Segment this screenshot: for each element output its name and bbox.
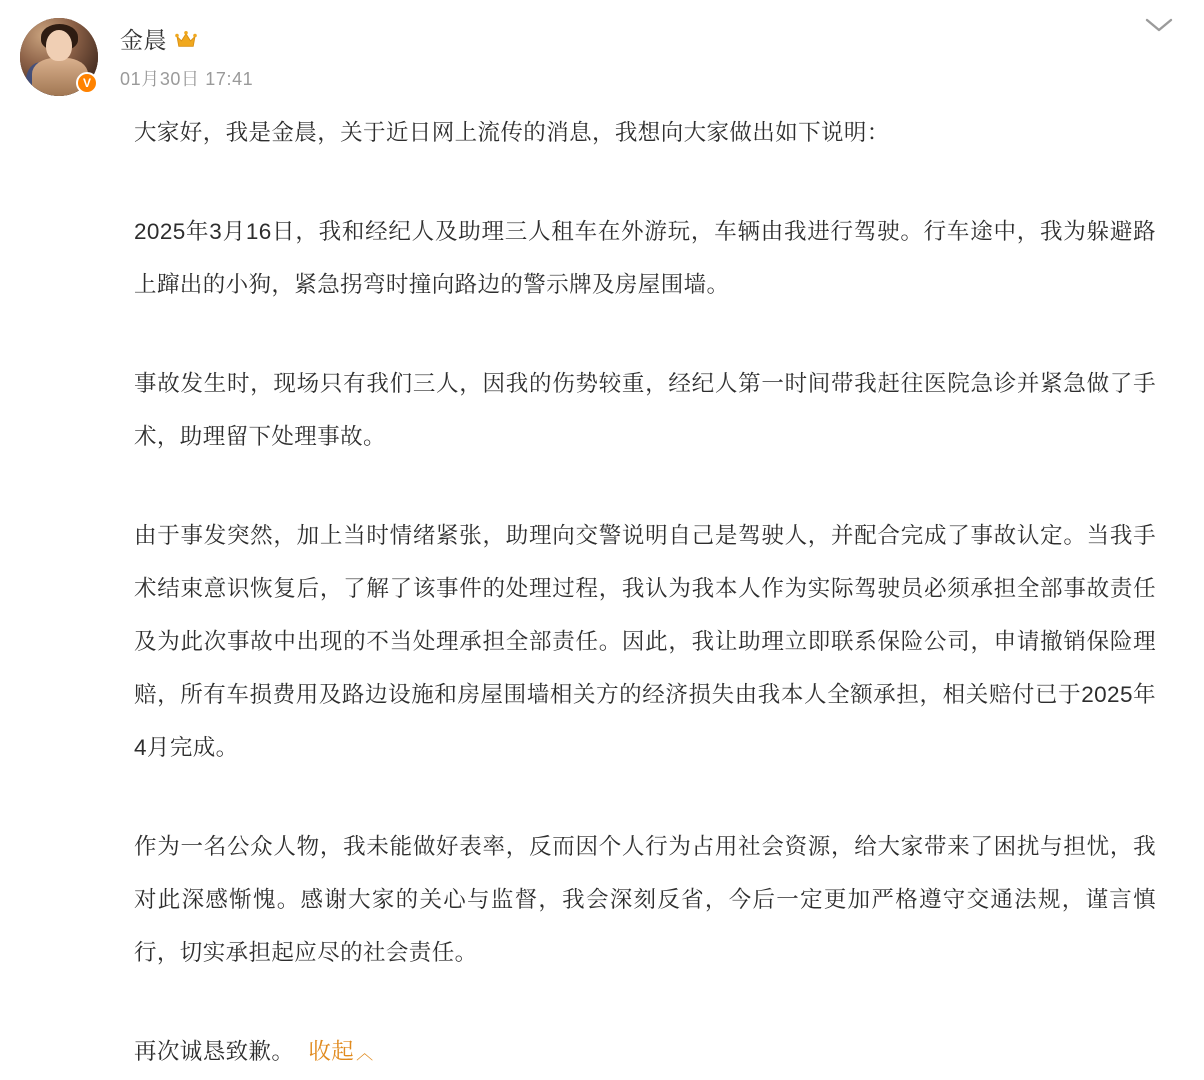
post-paragraph: 作为一名公众人物，我未能做好表率，反而因个人行为占用社会资源，给大家带来了困扰与担忧，我对此深感惭愧。感谢大家的关心与监督，我会深刻反省，今后一定更加严格遵守交通法规，谨言慎行，切实承担起应尽的社会责任。 (134, 834, 1156, 965)
avatar-face (46, 30, 72, 61)
collapse-label: 收起 (308, 1039, 355, 1064)
crown-icon (175, 31, 197, 49)
post-content (134, 106, 1156, 1080)
post-paragraph: 2025年3月16日，我和经纪人及助理三人租车在外游玩，车辆由我进行驾驶。行车途中，我为躲避路上蹿出的小狗，紧急拐弯时撞向路边的警示牌及房屋围墙。 (134, 219, 1156, 297)
avatar[interactable] (20, 18, 98, 96)
post-meta (120, 14, 253, 91)
post-final-line-row (134, 1025, 1156, 1080)
post-paragraph: 事故发生时，现场只有我们三人，因我的伤势较重，经纪人第一时间带我赶往医院急诊并紧急做了手术，助理留下处理事故。 (134, 371, 1156, 449)
post-timestamp: 01月30日 17:41 (120, 69, 254, 89)
post-header (14, 14, 1182, 110)
post-paragraph: 大家好，我是金晨，关于近日网上流传的消息，我想向大家做出如下说明： (134, 120, 890, 145)
collapse-caret-icon: ︿ (356, 1044, 374, 1063)
collapse-button[interactable] (308, 1039, 373, 1064)
verified-badge-icon[interactable]: V (76, 72, 98, 94)
author-name[interactable]: 金晨 (120, 27, 167, 53)
post-paragraph: 由于事发突然，加上当时情绪紧张，助理向交警说明自己是驾驶人，并配合完成了事故认定。当我手术结束意识恢复后，了解了该事件的处理过程，我认为我本人作为实际驾驶员必须承担全部事故责任及为此次事故中出现的不当处理承担全部责任。因此，我让助理立即联系保险公司，申请撤销保险理赔，所有车损费用及路边设施和房屋围墙相关方的经济损失由我本人全额承担，相关赔付已于2025年4月完成。 (134, 523, 1156, 760)
post-final-line: 再次诚恳致歉。 (134, 1039, 295, 1064)
chevron-down-icon[interactable] (1144, 16, 1174, 36)
author-row (120, 22, 253, 55)
